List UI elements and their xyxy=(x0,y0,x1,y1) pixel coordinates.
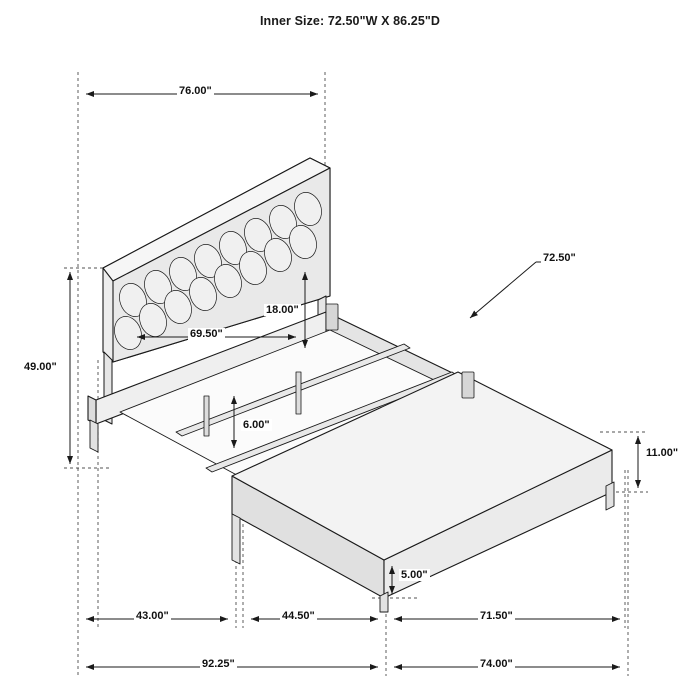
bed-illustration xyxy=(88,158,614,612)
dim-label-71-50: 71.50" xyxy=(480,610,513,622)
dim-label-11: 11.00" xyxy=(646,447,679,459)
dim-label-49: 49.00" xyxy=(24,361,57,373)
page-title: Inner Size: 72.50"W X 86.25"D xyxy=(259,14,441,28)
dim-label-5: 5.00" xyxy=(401,569,428,581)
dim-label-43: 43.00" xyxy=(136,610,169,622)
dim-label-44-50: 44.50" xyxy=(282,610,315,622)
dim-label-92-25: 92.25" xyxy=(202,658,235,670)
dim-label-69-50: 69.50" xyxy=(190,328,223,340)
dim-label-18: 18.00" xyxy=(266,304,299,316)
dim-label-6: 6.00" xyxy=(243,419,270,431)
dim-label-74: 74.00" xyxy=(480,658,513,670)
leader-line-72_50 xyxy=(470,262,560,318)
dim-label-76: 76.00" xyxy=(179,85,212,97)
dim-label-72-50: 72.50" xyxy=(543,252,576,264)
